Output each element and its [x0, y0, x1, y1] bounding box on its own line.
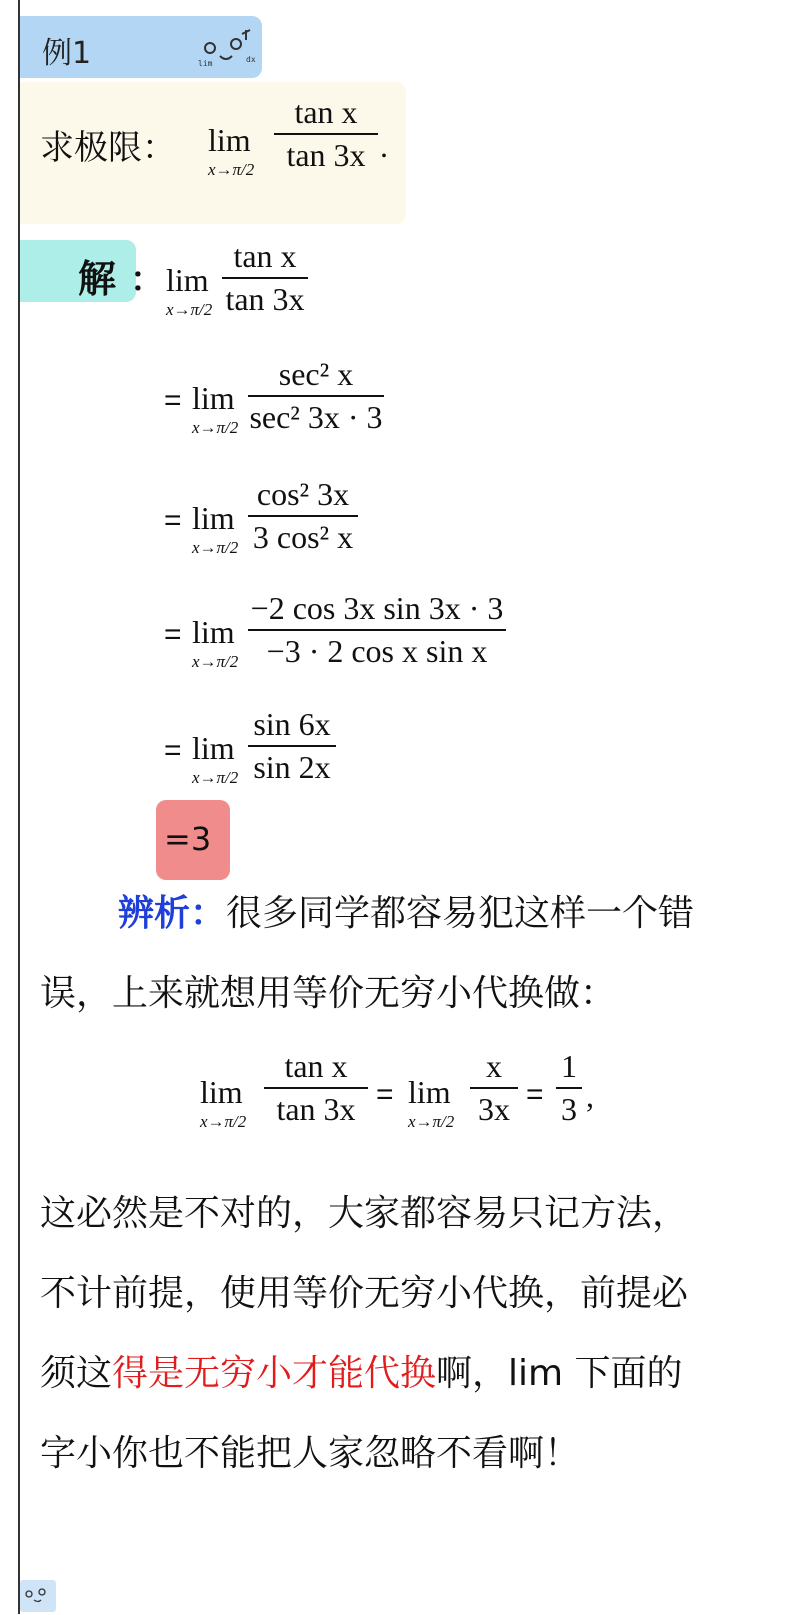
- analysis-line-2: 误，上来就想用等价无穷小代换做：: [40, 973, 617, 1014]
- step-4-numerator: −2 cos 3x sin 3x · 3: [250, 590, 504, 626]
- formula-numerator-2: x: [486, 1048, 502, 1084]
- problem-lim-sub: x→π/2: [208, 160, 255, 179]
- step-4-equals: =: [164, 618, 182, 651]
- step-5-numerator: sin 6x: [253, 706, 331, 742]
- step-2-equals: =: [164, 384, 182, 417]
- footer-logo-icon: [20, 1580, 56, 1612]
- example-label: 例1: [42, 36, 92, 71]
- formula-denominator-1: tan 3x: [276, 1090, 356, 1127]
- step-3-numerator: cos² 3x: [256, 476, 350, 512]
- step-2-numerator: sec² x: [278, 356, 354, 392]
- analysis-line-3: 这必然是不对的，大家都容易只记方法，: [40, 1193, 689, 1234]
- step-1-denominator: tan 3x: [225, 280, 305, 317]
- analysis-line-5: 须这得是无穷小才能代换啊，lim 下面的: [40, 1353, 683, 1394]
- solution-label: 解: [78, 257, 117, 301]
- problem-numerator: tan x: [294, 94, 358, 130]
- problem-fraction: [274, 94, 378, 174]
- svg-text:lim: lim: [198, 59, 213, 68]
- analysis-line-1: 辨析：很多同学都容易犯这样一个错: [118, 893, 695, 934]
- problem-box: [20, 82, 406, 224]
- step-1-numerator: tan x: [233, 238, 297, 274]
- answer-box: [156, 800, 230, 880]
- step-5-equals: =: [164, 734, 182, 767]
- problem-denominator: tan 3x: [286, 136, 366, 173]
- formula-equals-2: =: [526, 1078, 544, 1111]
- formula-denominator-3: 3: [561, 1090, 577, 1127]
- formula-equals-1: =: [376, 1078, 394, 1111]
- formula-numerator-3: 1: [561, 1048, 577, 1084]
- problem-lim: lim x→π/2: [208, 122, 255, 179]
- formula-numerator-1: tan x: [284, 1048, 348, 1084]
- lim-logo-icon: [196, 26, 266, 72]
- analysis-line-4: 不计前提，使用等价无穷小代换，前提必: [40, 1273, 689, 1314]
- answer-value: =3: [164, 820, 212, 858]
- formula-comma: ,: [586, 1078, 594, 1114]
- svg-text:dx: dx: [246, 55, 256, 64]
- analysis-label: 辨析：: [118, 893, 227, 934]
- problem-prefix: 求极限：: [40, 128, 176, 168]
- step-4-denominator: −3 · 2 cos x sin x: [266, 632, 488, 669]
- step-3-equals: =: [164, 504, 182, 537]
- step-2-denominator: sec² 3x · 3: [249, 398, 383, 435]
- example-tag: [20, 16, 262, 78]
- analysis-line-6: 字小你也不能把人家忽略不看啊！: [40, 1433, 581, 1474]
- highlight-text: 得是无穷小才能代换: [112, 1353, 437, 1394]
- formula-denominator-2: 3x: [478, 1090, 510, 1127]
- solution-tag: [20, 240, 136, 302]
- solution-colon: ：: [130, 260, 164, 300]
- problem-period: .: [380, 128, 388, 164]
- step-5-denominator: sin 2x: [253, 748, 331, 785]
- step-3-denominator: 3 cos² x: [252, 518, 354, 555]
